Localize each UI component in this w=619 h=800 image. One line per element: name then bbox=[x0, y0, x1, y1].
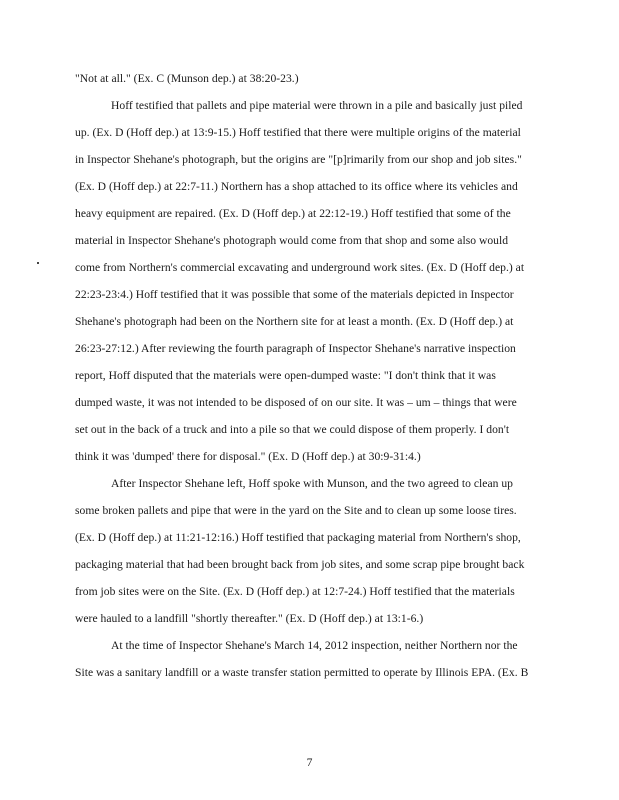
text-line: think it was 'dumped' there for disposal." (Ex. D (Hoff dep.) at 30:9-31:4.) bbox=[75, 450, 421, 463]
text-line: Site was a sanitary landfill or a waste transfer station permitted to operate by Illinois EPA. (Ex. B bbox=[75, 666, 529, 679]
text-line: report, Hoff disputed that the materials were open-dumped waste: "I don't think that it was bbox=[75, 369, 496, 382]
page-number: 7 bbox=[306, 756, 313, 769]
text-line: Shehane's photograph had been on the Northern site for at least a month. (Ex. D (Hoff dep.) at bbox=[75, 315, 514, 328]
text-line: packaging material that had been brought back from job sites, and some scrap pipe brought back bbox=[75, 558, 525, 571]
text-line: (Ex. D (Hoff dep.) at 22:7-11.) Northern has a shop attached to its office where its vehicles and bbox=[75, 180, 518, 193]
scan-speck bbox=[37, 262, 39, 264]
text-line: come from Northern's commercial excavating and underground work sites. (Ex. D (Hoff dep.) at bbox=[75, 261, 525, 274]
text-line: in Inspector Shehane's photograph, but the origins are "[p]rimarily from our shop and job sites." bbox=[75, 153, 522, 166]
text-line: set out in the back of a truck and into a pile so that we could dispose of them properly. I don't bbox=[75, 423, 510, 436]
text-line: At the time of Inspector Shehane's March 14, 2012 inspection, neither Northern nor the bbox=[111, 639, 518, 652]
text-line: After Inspector Shehane left, Hoff spoke with Munson, and the two agreed to clean up bbox=[111, 477, 513, 490]
text-line: 26:23-27:12.) After reviewing the fourth paragraph of Inspector Shehane's narrative inspection bbox=[75, 342, 516, 355]
text-line: heavy equipment are repaired. (Ex. D (Hoff dep.) at 22:12-19.) Hoff testified that some of the bbox=[75, 207, 511, 220]
text-line: up. (Ex. D (Hoff dep.) at 13:9-15.) Hoff testified that there were multiple origins of the material bbox=[75, 126, 521, 139]
text-line: from job sites were on the Site. (Ex. D (Hoff dep.) at 12:7-24.) Hoff testified that the materials bbox=[75, 585, 515, 598]
text-line: 22:23-23:4.) Hoff testified that it was possible that some of the materials depicted in Inspector bbox=[75, 288, 514, 301]
text-line: "Not at all." (Ex. C (Munson dep.) at 38:20-23.) bbox=[75, 72, 299, 85]
text-line: material in Inspector Shehane's photograph would come from that shop and some also would bbox=[75, 234, 509, 247]
text-line: were hauled to a landfill "shortly thereafter." (Ex. D (Hoff dep.) at 13:1-6.) bbox=[75, 612, 424, 625]
text-line: some broken pallets and pipe that were in the yard on the Site and to clean up some loose tires. bbox=[75, 504, 517, 517]
text-line: Hoff testified that pallets and pipe material were thrown in a pile and basically just piled bbox=[111, 99, 523, 112]
text-line: dumped waste, it was not intended to be disposed of on our site. It was – um – things that were bbox=[75, 396, 517, 409]
text-line: (Ex. D (Hoff dep.) at 11:21-12:16.) Hoff testified that packaging material from Northern's shop, bbox=[75, 531, 521, 544]
